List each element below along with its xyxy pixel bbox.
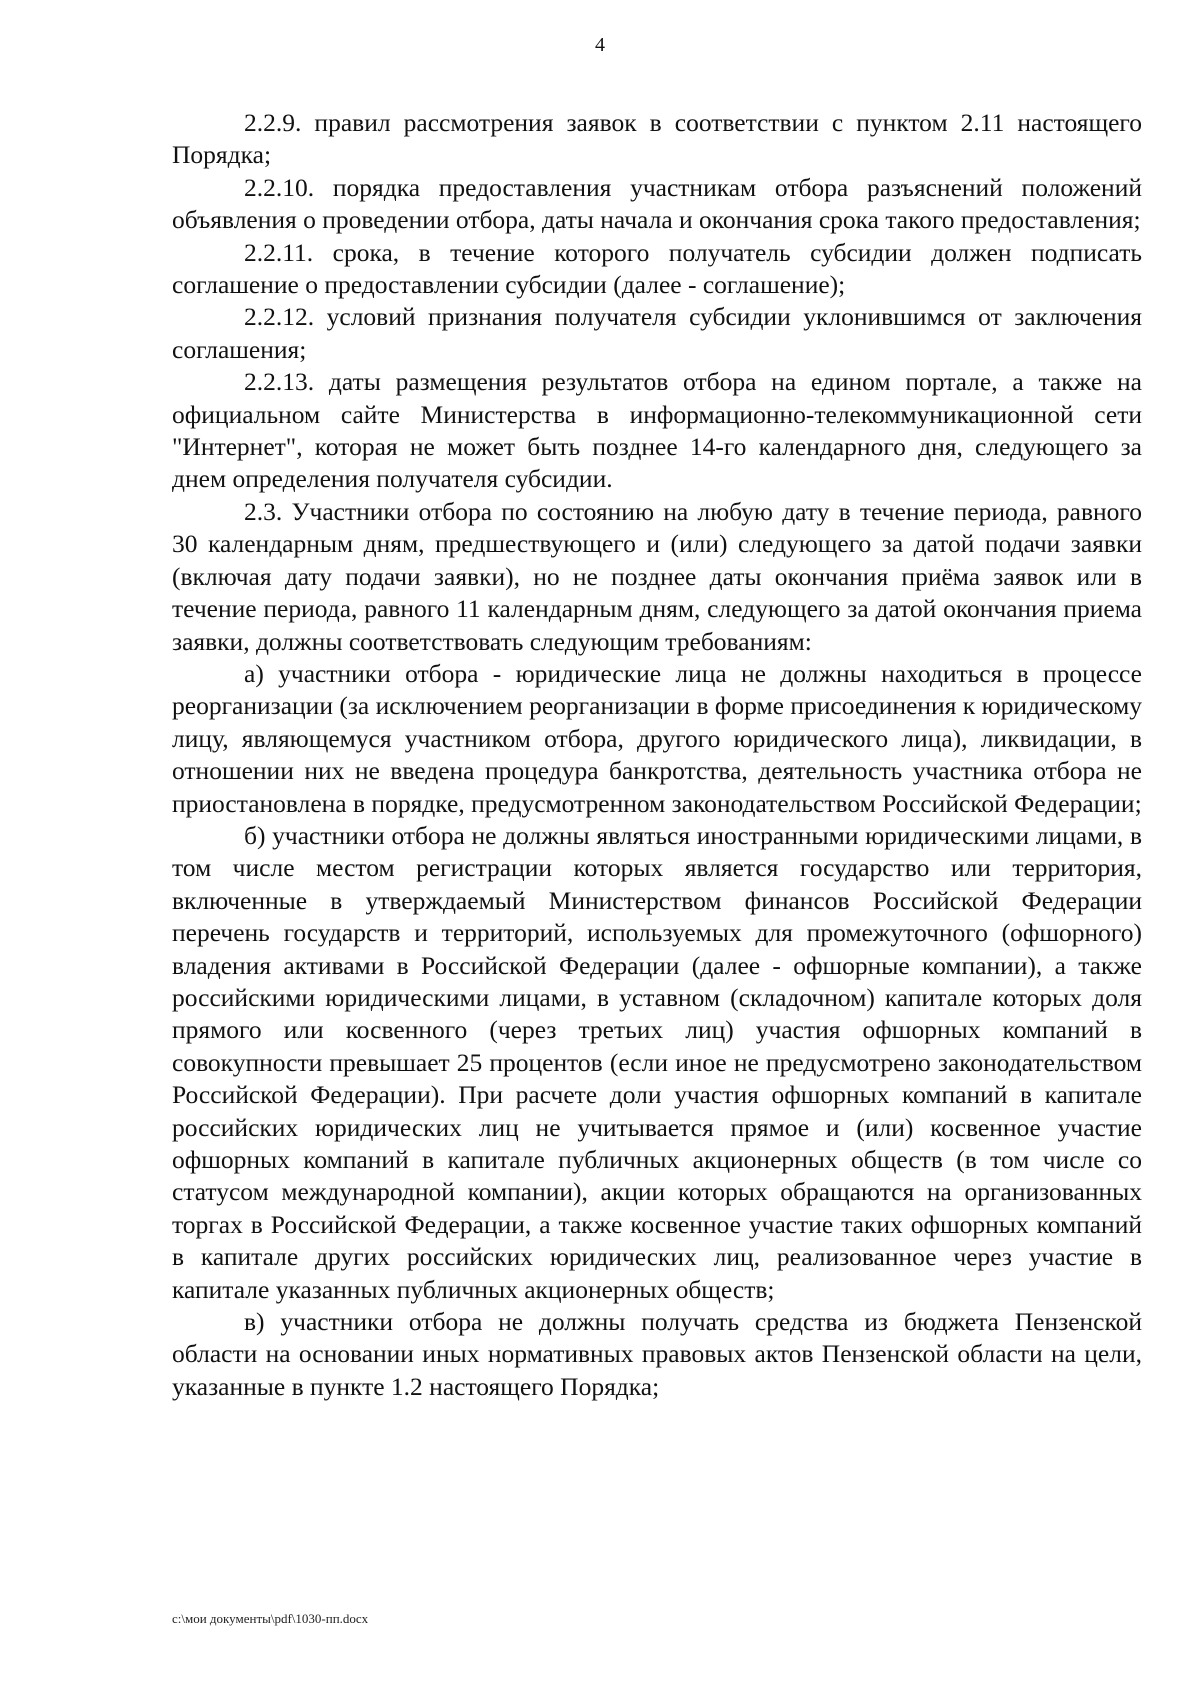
page-number: 4 xyxy=(595,34,605,56)
paragraph-2-3-b: б) участники отбора не должны являться иностранными юридическими лицами, в том числе местом регистрации которых является государство или территория, включенные в утверждаемый Министерством финансов Российской Федерации перечень государств и территорий, используемых для промежуточного (офшорного) владения активами в Российской Федерации (далее - офшорные компании), а также российскими юридическими лицами, в уставном (складочном) капитале которых доля прямого или косвенного (через третьих лиц) участия офшорных компаний в совокупности превышает 25 процентов (если иное не предусмотрено законодательством Российской Федерации). При расчете доли участия офшорных компаний в капитале российских юридических лиц не учитывается прямое и (или) косвенное участие офшорных компаний в капитале публичных акционерных обществ (в том числе со статусом международной компании), акции которых обращаются на организованных торгах в Российской Федерации, а также косвенное участие таких офшорных компаний в капитале других российских юридических лиц, реализованное через участие в капитале указанных публичных акционерных обществ; xyxy=(172,820,1142,1304)
footer-file-path: c:\мои документы\pdf\1030-пп.docx xyxy=(172,1611,369,1626)
paragraph-2-3-v: в) участники отбора не должны получать средства из бюджета Пензенской области на основании иных нормативных правовых актов Пензенской области на цели, указанные в пункте 1.2 настоящего Порядка; xyxy=(172,1307,1142,1401)
document-body xyxy=(172,107,1142,1403)
paragraph-2-3-a: а) участники отбора - юридические лица не должны находиться в процессе реорганизации (за исключением реорганизации в форме присоединения к юридическому лицу, являющемуся участником отбора, другого юридического лица), ликвидации, в отношении них не введена процедура банкротства, деятельность участника отбора не приостановлена в порядке, предусмотренном законодательством Российской Федерации; xyxy=(172,658,1142,818)
paragraph-2-3: 2.3. Участники отбора по состоянию на любую дату в течение периода, равного 30 календарным дням, предшествующего и (или) следующего за датой подачи заявки (включая дату подачи заявки), но не позднее даты окончания приёма заявок или в течение периода, равного 11 календарным дням, следующего за датой окончания приема заявки, должны соответствовать следующим требованиям: xyxy=(172,496,1142,656)
paragraph-2-2-13: 2.2.13. даты размещения результатов отбора на едином портале, а также на официальном сайте Министерства в информационно-телекоммуникационной сети "Интернет", которая не может быть позднее 14-го календарного дня, следующего за днем определения получателя субсидии. xyxy=(172,367,1142,494)
paragraph-2-2-9: 2.2.9. правил рассмотрения заявок в соответствии с пунктом 2.11 настоящего Порядка; xyxy=(172,108,1142,170)
paragraph-2-2-10: 2.2.10. порядка предоставления участникам отбора разъяснений положений объявления о проведении отбора, даты начала и окончания срока такого предоставления; xyxy=(172,172,1142,235)
paragraph-2-2-12: 2.2.12. условий признания получателя субсидии уклонившимся от заключения соглашения; xyxy=(172,302,1142,364)
paragraph-2-2-11: 2.2.11. срока, в течение которого получатель субсидии должен подписать соглашение о предоставлении субсидии (далее - соглашение); xyxy=(172,237,1142,300)
